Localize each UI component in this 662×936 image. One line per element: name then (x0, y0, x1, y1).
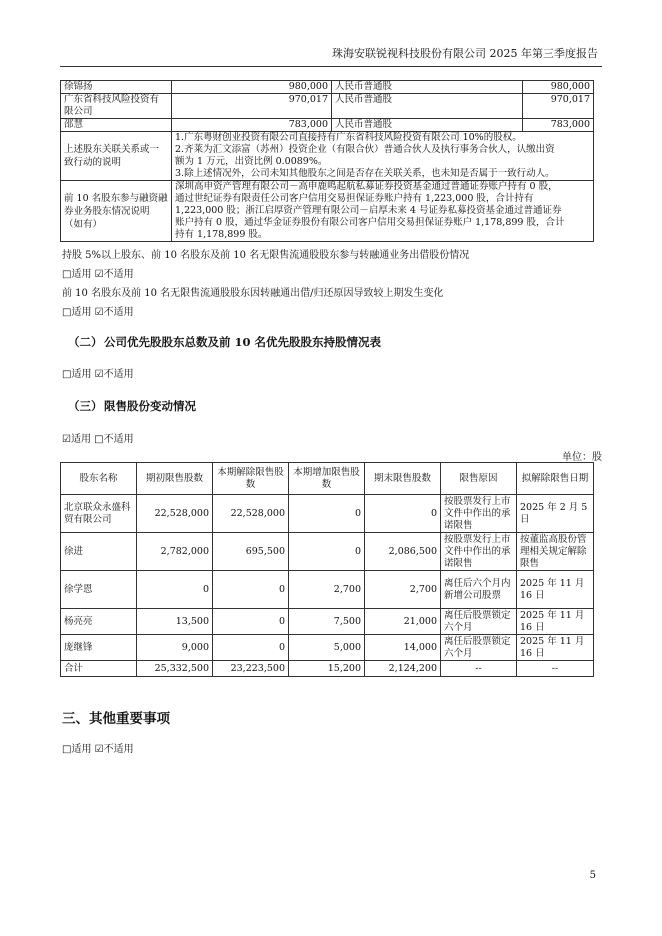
share-qty-2: 970,017 (523, 94, 594, 119)
table-row (61, 132, 594, 181)
table-row (61, 119, 594, 132)
restriction-reason: 按股票发行上市文件中作出的承诺限售 (441, 533, 517, 571)
release-date: 2025 年 11 月 16 日 (517, 571, 594, 609)
release-date: 按董监高股份管理相关规定解除限售 (517, 533, 594, 571)
closing-restricted: 0 (365, 495, 441, 533)
total-closing: 2,124,200 (365, 661, 441, 677)
page-header: 珠海安联锐视科技股份有限公司 2025 年第三季度报告 (332, 47, 598, 60)
section-title: 公司优先股股东总数及前 10 名优先股股东持股情况表 (104, 335, 382, 349)
relation-line: 3.除上述情况外，公司未知其他股东之间是否存在关联关系，也未知是否属于一致行动人。 (175, 168, 555, 179)
table-total-row (61, 661, 594, 677)
margin-line: 深圳高申资产管理有限公司－高申鹿鸣起航私募证券投资基金通过普通证券账户持有 0 股， (175, 181, 558, 192)
column-header: 限售原因 (441, 463, 517, 495)
refinancing-change-options: □适用 ☑不适用 (62, 307, 134, 318)
column-header: 期初限售股数 (137, 463, 213, 495)
margin-line: 持有 1,178,899 股。 (175, 229, 268, 240)
restriction-reason: 离任后股票锁定六个月 (441, 609, 517, 635)
added-restricted: 0 (289, 495, 365, 533)
relation-label: 上述股东关联关系或一致行动的说明 (61, 132, 172, 181)
column-header: 股东名称 (61, 463, 137, 495)
released-restricted: 0 (213, 635, 289, 661)
column-header: 本期增加限售股数 (289, 463, 365, 495)
added-restricted: 5,000 (289, 635, 365, 661)
restriction-reason: 离任后股票锁定六个月 (441, 635, 517, 661)
section-title: 限售股份变动情况 (104, 399, 196, 413)
margin-line: 通过世纪证券有限责任公司客户信用交易担保证券账户持有 1,223,000 股，合计持有 (175, 193, 534, 204)
total-label: 合计 (61, 661, 137, 677)
share-type: 人民币普通股 (332, 119, 523, 132)
table-row (61, 81, 594, 94)
table-row (61, 609, 594, 635)
securities-lending-text: 持股 5%以上股东、前 10 名股东及前 10 名无限售流通股股东参与转融通业务出借股份情况 (62, 250, 470, 261)
added-restricted: 2,700 (289, 571, 365, 609)
holder-name: 杨亮亮 (61, 609, 137, 635)
relation-line: 1.广东粤财创业投资有限公司直接持有广东省科技风险投资有限公司 10%的股权。 (175, 132, 522, 143)
added-restricted: 0 (289, 533, 365, 571)
shareholder-name: 广东省科技风险投资有限公司 (61, 94, 172, 119)
section-restricted-heading (68, 398, 196, 414)
page-number: 5 (589, 870, 596, 881)
shareholder-name: 邵慧 (61, 119, 172, 132)
section-number: （三） (68, 399, 103, 413)
table-row (61, 495, 594, 533)
released-restricted: 695,500 (213, 533, 289, 571)
share-type: 人民币普通股 (332, 94, 523, 119)
opening-restricted: 22,528,000 (137, 495, 213, 533)
top10-shareholders-table (60, 80, 594, 242)
header-rule (60, 66, 602, 67)
share-qty-2: 980,000 (523, 81, 594, 94)
column-header: 本期解除限售股数 (213, 463, 289, 495)
share-type: 人民币普通股 (332, 81, 523, 94)
margin-label: 前 10 名股东参与融资融券业务股东情况说明（如有） (61, 181, 172, 242)
shareholder-name: 徐锦扬 (61, 81, 172, 94)
restriction-reason: 离任后六个月内新增公司股票 (441, 571, 517, 609)
holder-name: 北京联众永盛科贸有限公司 (61, 495, 137, 533)
release-date: 2025 年 11 月 16 日 (517, 635, 594, 661)
table-row (61, 181, 594, 242)
column-header: 期末限售股数 (365, 463, 441, 495)
refinancing-change-text: 前 10 名股东及前 10 名无限售流通股股东因转融通出借/归还原因导致较上期发生变化 (62, 288, 444, 299)
opening-restricted: 0 (137, 571, 213, 609)
table-row (61, 94, 594, 119)
closing-restricted: 2,700 (365, 571, 441, 609)
total-reason: -- (441, 661, 517, 677)
share-qty: 970,017 (172, 94, 332, 119)
restriction-reason: 按股票发行上市文件中作出的承诺限售 (441, 495, 517, 533)
holder-name: 庞继锋 (61, 635, 137, 661)
released-restricted: 22,528,000 (213, 495, 289, 533)
released-restricted: 0 (213, 571, 289, 609)
unit-label: 单位：股 (562, 452, 602, 463)
added-restricted: 7,500 (289, 609, 365, 635)
total-date: -- (517, 661, 594, 677)
section-number: （二） (68, 335, 103, 349)
section-other-heading: 三、其他重要事项 (62, 711, 170, 727)
restricted-options: ☑适用 □不适用 (62, 434, 134, 445)
margin-line: 1,223,000 股；浙江启厚资产管理有限公司－启厚未来 4 号证券私募投资基金通过普通证券 (175, 205, 562, 216)
relation-line: 2.齐莱为汇文添富（苏州）投资企业（有限合伙）普通合伙人及执行事务合伙人，认缴出资 (175, 144, 555, 155)
table-row (61, 571, 594, 609)
closing-restricted: 21,000 (365, 609, 441, 635)
column-header: 拟解除限售日期 (517, 463, 594, 495)
opening-restricted: 9,000 (137, 635, 213, 661)
share-qty: 783,000 (172, 119, 332, 132)
closing-restricted: 14,000 (365, 635, 441, 661)
opening-restricted: 2,782,000 (137, 533, 213, 571)
section-preferred-heading (68, 334, 381, 350)
holder-name: 徐进 (61, 533, 137, 571)
table-row (61, 533, 594, 571)
restricted-shares-table (60, 462, 594, 677)
relation-line: 额为 1 万元，出资比例 0.0089%。 (175, 156, 328, 167)
other-options: □适用 ☑不适用 (62, 744, 134, 755)
release-date: 2025 年 2 月 5 日 (517, 495, 594, 533)
released-restricted: 0 (213, 609, 289, 635)
securities-lending-options: □适用 ☑不适用 (62, 269, 134, 280)
table-row (61, 635, 594, 661)
opening-restricted: 13,500 (137, 609, 213, 635)
share-qty-2: 783,000 (523, 119, 594, 132)
total-released: 23,223,500 (213, 661, 289, 677)
total-added: 15,200 (289, 661, 365, 677)
holder-name: 徐学恩 (61, 571, 137, 609)
relation-text (172, 132, 594, 181)
margin-text (172, 181, 594, 242)
table-header-row (61, 463, 594, 495)
margin-line: 账户持有 0 股，通过华金证券股份有限公司客户信用交易担保证券账户 1,178,899 股，合计 (175, 217, 565, 228)
release-date: 2025 年 11 月 16 日 (517, 609, 594, 635)
preferred-options: □适用 ☑不适用 (62, 369, 134, 380)
closing-restricted: 2,086,500 (365, 533, 441, 571)
share-qty: 980,000 (172, 81, 332, 94)
total-opening: 25,332,500 (137, 661, 213, 677)
